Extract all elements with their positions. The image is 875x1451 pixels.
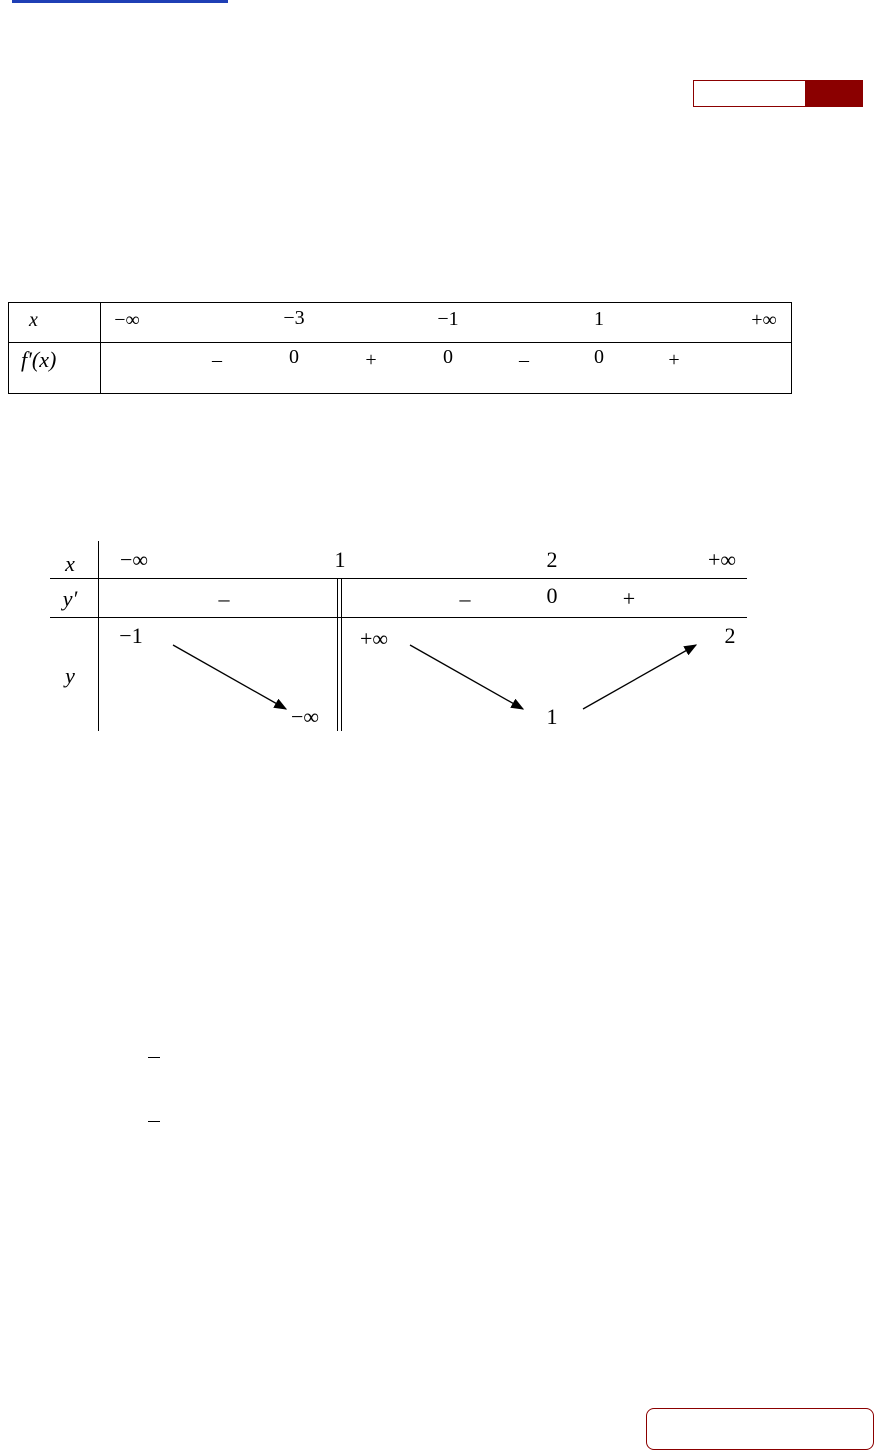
variation-table-y-value: −∞ bbox=[290, 704, 320, 729]
sign-table-sign: 0 bbox=[443, 346, 453, 368]
variation-table bbox=[50, 541, 747, 731]
header-badge-left bbox=[694, 81, 805, 106]
variation-table-y-value: 2 bbox=[724, 623, 736, 648]
sign-table-sign: + bbox=[365, 349, 377, 371]
variation-table-x-label: x bbox=[65, 551, 75, 576]
variation-table-x-value: −∞ bbox=[119, 547, 149, 572]
variation-table-derivative-sign: – bbox=[218, 586, 230, 611]
sign-table-sign: 0 bbox=[594, 346, 604, 368]
fraction-bar-mark bbox=[148, 1057, 160, 1058]
sign-table-x-value: −1 bbox=[437, 308, 459, 330]
derivative-sign-table bbox=[8, 302, 792, 394]
variation-table-yprime-label: y′ bbox=[62, 586, 78, 611]
sign-table-x-label: x bbox=[29, 309, 38, 331]
increasing-arrow bbox=[583, 645, 696, 709]
variation-table-x-value: 2 bbox=[546, 547, 558, 572]
variation-table-derivative-sign: + bbox=[622, 586, 636, 611]
sign-table-x-value: −3 bbox=[283, 307, 305, 329]
sign-table-fprime-label: f′(x) bbox=[21, 347, 57, 372]
footer-box bbox=[646, 1408, 874, 1450]
fraction-bar-mark bbox=[148, 1121, 160, 1122]
variation-table-x-value: +∞ bbox=[707, 547, 737, 572]
sign-table-x-value: 1 bbox=[594, 308, 604, 330]
top-link-underline[interactable] bbox=[12, 0, 228, 3]
variation-table-derivative-sign: – bbox=[459, 586, 471, 611]
sign-table-column-divider bbox=[100, 303, 101, 393]
decreasing-arrow bbox=[173, 645, 286, 709]
variation-table-derivative-sign: 0 bbox=[546, 583, 558, 608]
variation-table-y-value: 1 bbox=[546, 704, 558, 729]
variation-arrows bbox=[50, 541, 747, 731]
sign-table-sign: – bbox=[519, 349, 529, 371]
sign-table-x-value: +∞ bbox=[751, 309, 777, 331]
sign-table-sign: – bbox=[212, 349, 222, 371]
sign-table-sign: 0 bbox=[289, 346, 299, 368]
sign-table-row-divider bbox=[9, 342, 791, 343]
decreasing-arrow bbox=[410, 645, 523, 709]
header-badge bbox=[693, 80, 863, 107]
sign-table-x-value: −∞ bbox=[114, 309, 140, 331]
variation-table-y-label: y bbox=[65, 663, 75, 688]
variation-table-y-value: +∞ bbox=[359, 626, 389, 651]
header-badge-right bbox=[805, 81, 862, 106]
sign-table-sign: + bbox=[668, 349, 680, 371]
variation-table-x-value: 1 bbox=[334, 547, 346, 572]
variation-table-y-value: −1 bbox=[119, 623, 143, 648]
